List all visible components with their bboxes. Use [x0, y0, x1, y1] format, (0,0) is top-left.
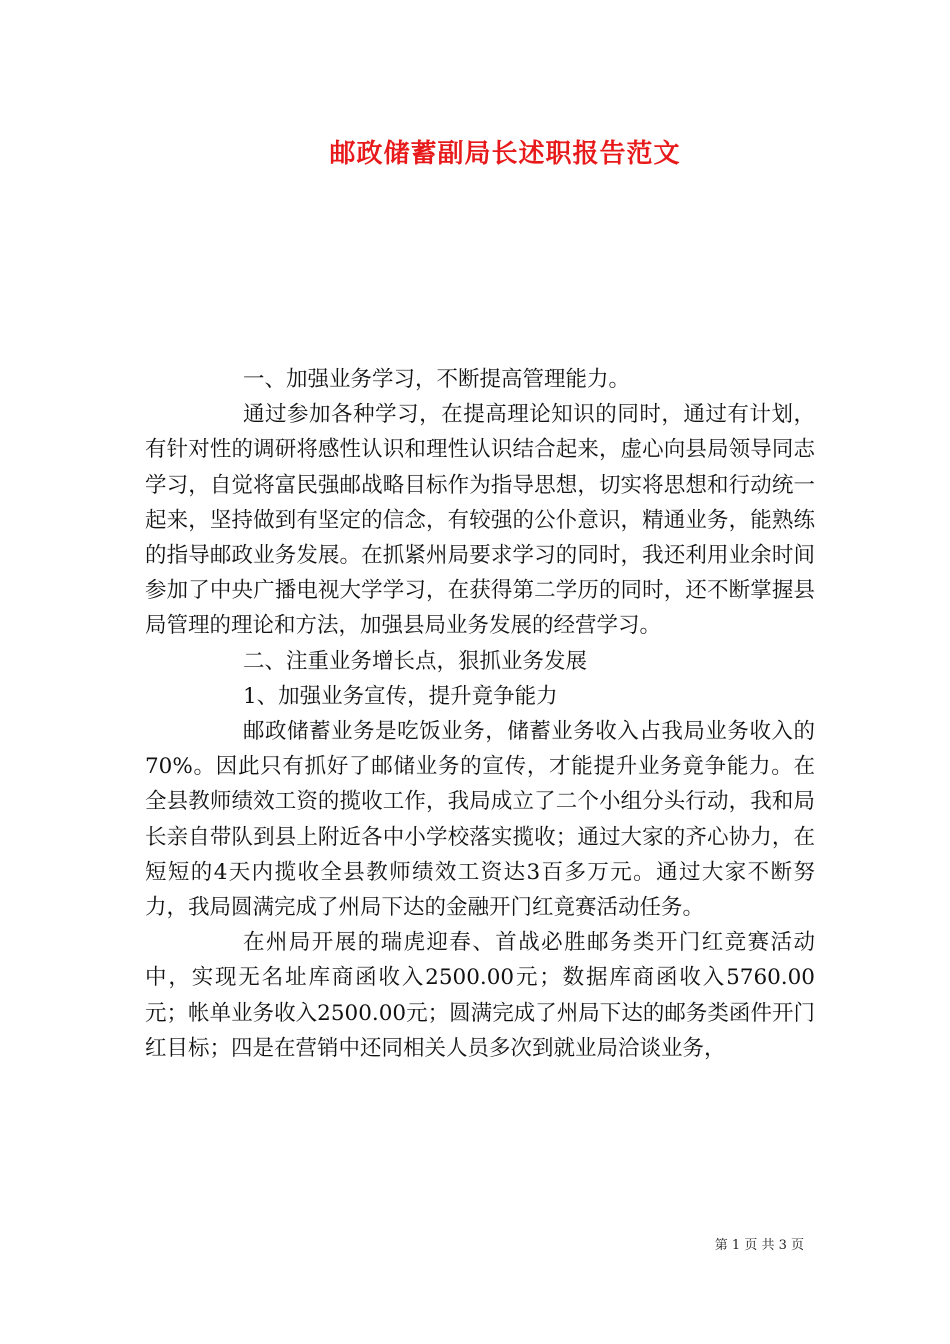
body-paragraph-3: 在州局开展的瑞虎迎春、首战必胜邮务类开门红竞赛活动中，实现无名址库商函收入2500.00元；数据库商函收入5760.00元；帐单业务收入2500.00元；圆满完成了州局下达的邮务类函件开门红目标；四是在营销中还同相关人员多次到就业局洽谈业务，: [145, 930, 815, 1061]
body-paragraph-1: 通过参加各种学习，在提高理论知识的同时，通过有计划，有针对性的调研将感性认识和理性认识结合起来，虚心向县局领导同志学习，自觉将富民强邮战略目标作为指导思想，切实将思想和行动统一起来，坚持做到有坚定的信念，有较强的公仆意识，精通业务，能熟练的指导邮政业务发展。在抓紧州局要求学习的同时，我还利用业余时间参加了中央广播电视大学学习，在获得第二学历的同时，还不断掌握县局管理的理论和方法，加强县局业务发展的经营学习。: [145, 402, 815, 639]
document-title: 邮政储蓄副局长述职报告范文: [329, 139, 681, 169]
section-heading-2: 二、注重业务增长点，狠抓业务发展: [243, 648, 588, 674]
page-number: 第 1 页 共 3 页: [714, 1238, 804, 1253]
document-body: [145, 362, 815, 1066]
section-heading-1: 一、加强业务学习，不断提高管理能力。: [243, 367, 631, 392]
subsection-heading-1: 1、加强业务宣传，提升竟争能力: [243, 683, 558, 709]
body-paragraph-2: 邮政储蓄业务是吃饭业务，储蓄业务收入占我局业务收入的70%。因此只有抓好了邮储业务的宣传，才能提升业务竟争能力。在全县教师绩效工资的揽收工作，我局成立了二个小组分头行动，我和局长亲自带队到县上附近各中小学校落实揽收；通过大家的齐心协力，在短短的4天内揽收全县教师绩效工资达3百多万元。通过大家不断努力，我局圆满完成了州局下达的金融开门红竟赛活动任务。: [145, 719, 815, 921]
